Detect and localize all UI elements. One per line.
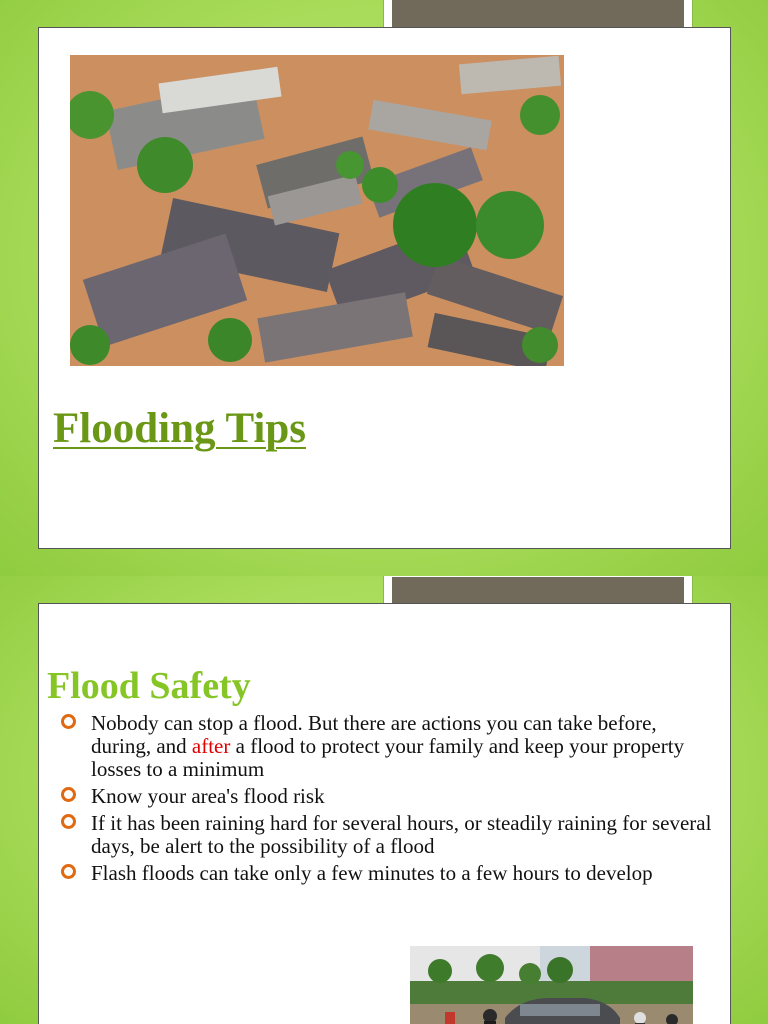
ring-bullet-icon [61, 814, 76, 829]
bullet-list [51, 712, 721, 889]
bullet-item [51, 712, 721, 781]
bullet-text-end: a flood to protect your family and keep your property losses to a minimum [91, 734, 685, 781]
bullet-text: If it has been raining hard for several hours, or steadily raining for several days, be alert to the possibility of a flood [91, 811, 712, 858]
ring-bullet-icon [61, 787, 76, 802]
bullet-item [51, 862, 721, 885]
bullet-accent-text: after [191, 734, 231, 758]
bullet-item [51, 785, 721, 808]
ring-bullet-icon [61, 714, 76, 729]
content-panel [38, 603, 731, 1024]
bullet-text: Know your area's flood risk [91, 784, 325, 808]
slide-heading: Flood Safety [47, 665, 251, 707]
ring-bullet-icon [61, 864, 76, 879]
flooded-street-photo [410, 946, 693, 1024]
bullet-item [51, 812, 721, 858]
bullet-text: Flash floods can take only a few minutes to a few hours to develop [91, 861, 653, 885]
bullet-text: Nobody can stop a flood. But there are actions you can take before, during, and [91, 711, 657, 758]
flood-aerial-illustration [70, 55, 564, 366]
flood-aerial-photo [70, 55, 564, 366]
slide-flood-safety [0, 576, 768, 1024]
slide-title: Flooding Tips [53, 405, 306, 452]
content-panel [38, 27, 731, 549]
flooded-street-illustration [410, 946, 693, 1024]
